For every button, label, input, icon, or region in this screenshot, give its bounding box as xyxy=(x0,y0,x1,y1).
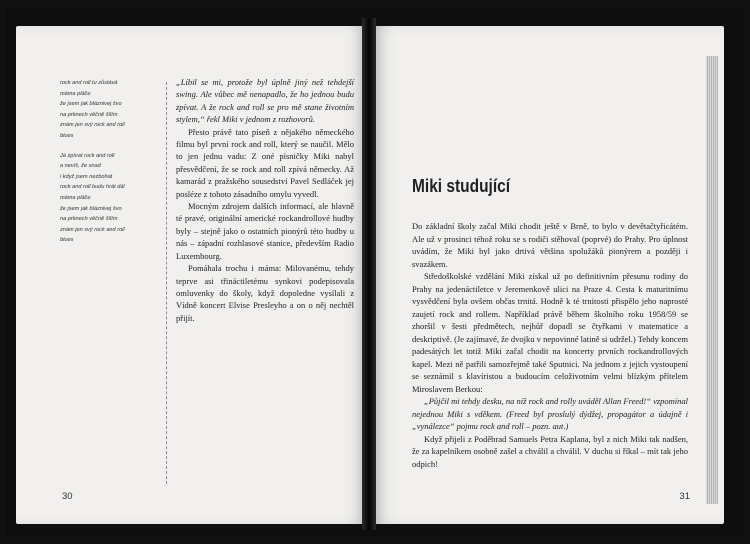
body-paragraph: Pomáhala trochu i máma: Milovanému, tehdy teprve asi třináctiletému synkovi podepisovala omluvenky do školy, když dopoledne vysílali z Vídně koncert Elvise Presleyho a on o něj nechtěl přijít. xyxy=(176,263,354,323)
lyric-line: rock and roll tu zůstává xyxy=(60,80,118,86)
lyric-line: blues xyxy=(60,237,74,244)
book-spread xyxy=(6,8,744,536)
lyric-line: na prknech věčně šílím xyxy=(60,111,118,118)
lyric-line: rock and roll budu hrát dál xyxy=(60,184,125,191)
lyrics-stanza xyxy=(60,151,156,246)
right-page xyxy=(372,26,724,524)
page-edge xyxy=(706,56,718,504)
page-number: 30 xyxy=(62,491,73,502)
lyric-line: a nevíš, že snad xyxy=(60,163,101,170)
lyric-line: máma pláče xyxy=(60,194,91,201)
right-body-text xyxy=(412,220,688,470)
lyric-line: blues xyxy=(60,132,74,139)
quote-paragraph: „Líbil se mi, protože byl úplně jiný než tehdejší swing. Ale vůbec mě nenapadlo, že ho jednou budu zpívat. A že rock and roll se pro mě stane životním stylem,“ řekl Miki v jednom z rozhovorů. xyxy=(176,77,354,125)
body-paragraph: Do základní školy začal Miki chodit ještě v Brně, to bylo v devětačtyřicátém. Ale už v prosinci téhož roku se s rodiči stěhoval (poprvé) do Prahy. Pro úplnost uvádím, že Miki byl jako drtivá většina spolužáků pionýrem a později i svazákem. xyxy=(412,221,688,269)
lyric-line: znám jen svý rock and roll xyxy=(60,226,125,233)
song-lyrics xyxy=(60,78,156,255)
lyric-line: že jsem jak bláznivej švo xyxy=(60,101,122,108)
quote-paragraph: „Půjčil mi tehdy desku, na níž rock and rolly uváděl Allan Freed!“ vzpomínal nejednou Miki s vděkem. (Freed byl proslulý dýdžej, propagátor a údajně i „vynálezce“ pojmu rock and roll – pozn. aut.) xyxy=(412,396,689,431)
lyric-line: že jsem jak bláznivej švo xyxy=(60,205,122,212)
lyric-line: i když jsem nezbohat xyxy=(60,173,113,180)
body-paragraph: Mocným zdrojem dalších informací, ale hlavně té pravé, originální americké rockandrollové hudby byly – stejně jako o ostatních pionýrů této hudby u nás – západní rozhlasové stanice, především Radio Luxembourg. xyxy=(176,201,354,261)
lyric-line: znám jen svý rock and roll xyxy=(60,122,125,129)
lyric-line: máma pláče xyxy=(60,90,91,97)
lyrics-stanza xyxy=(60,78,156,142)
book-gutter xyxy=(362,18,376,530)
lyric-line: Já zpívat rock and roll xyxy=(60,152,115,159)
lyric-line: na prknech věčně šílím xyxy=(60,216,118,223)
body-paragraph: Přesto právě tato píseň z nějakého německého filmu byl první rock and roll, který se naučil. Mělo to jen jednu vadu: Z oné písničky Miki nabyl přesvědčení, že se rock and roll zpívá německy. Až kamarád z pražského sousedství Pavel Sedláček jej posléze z tohoto zásadního omylu vyvedl. xyxy=(176,126,354,199)
body-paragraph: Když přijeli z Poděbrad Samuels Petra Kaplana, byl z nich Miki tak nadšen, že za kapelníkem osobně zašel a chválil a chválil. V duchu si říkal – mít tak jeho odpich! xyxy=(412,433,688,469)
left-body-text xyxy=(176,76,354,324)
body-paragraph: Středoškolské vzdělání Miki získal už po definitivním přesunu rodiny do Prahy na jedenáctiletce v Jeremenkově ulici na Praze 4. Cesta k maturitnímu vysvědčení byla ovšem občas trnitá. Hodně k té trnitosti přispělo jeho naprosté zaujetí rock and rollem. Například právě během školního roku 1958/59 se zhoršil v šesti předmětech, nejhůř dopadl se čtyřkami v matematice a deskriptivě. (Je zajímavé, že dvojku v nepovinné latině si udržel.) Tehdy koncem padesátých let totiž Miki začal chodit na koncerty prvních rockandrollových kapel. Mezi ně patřili samozřejmě také Sputnici. Na jednom z jejich vystoupení se seznámil s klavíristou a budoucím celoživotním velmi blízkým přítelem Miroslavem Berkou: xyxy=(412,271,688,394)
left-page xyxy=(16,26,368,524)
chapter-title: Miki studující xyxy=(412,176,511,196)
column-divider xyxy=(166,82,167,484)
page-number: 31 xyxy=(679,491,690,502)
